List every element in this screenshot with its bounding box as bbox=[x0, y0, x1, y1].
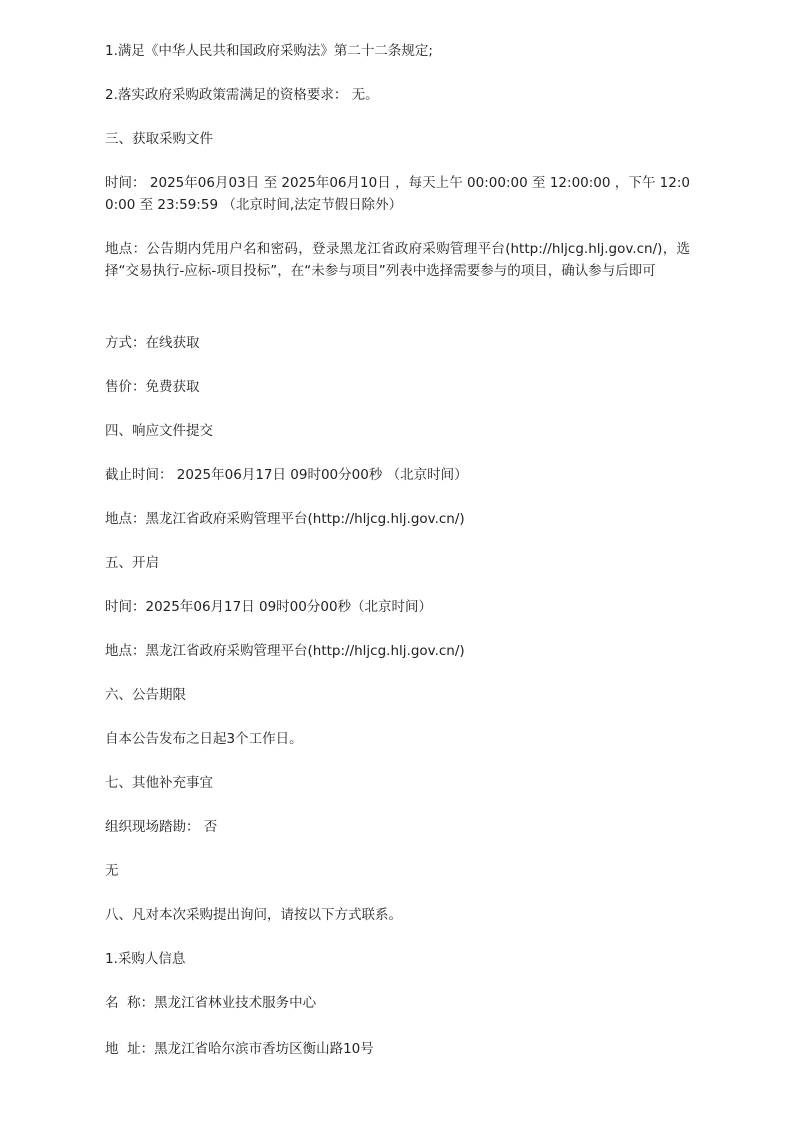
section-heading-obtain-documents: 三、获取采购文件 bbox=[105, 131, 213, 147]
section-heading-opening: 五、开启 bbox=[105, 555, 159, 571]
price-text: 售价：免费获取 bbox=[105, 379, 200, 395]
purchaser-address-text: 地 址：黑龙江省哈尔滨市香坊区衡山路10号 bbox=[105, 1041, 374, 1057]
deadline-text: 截止时间： 2025年06月17日 09时00分00秒 （北京时间） bbox=[105, 467, 468, 483]
qualification-item-1: 1.满足《中华人民共和国政府采购法》第二十二条规定; bbox=[105, 43, 433, 59]
section-heading-inquiry-contact: 八、凡对本次采购提出询问，请按以下方式联系。 bbox=[105, 907, 402, 923]
obtain-location-text: 地点：公告期内凭用户名和密码，登录黑龙江省政府采购管理平台(http://hljcg.hlj.gov.cn/)，选择“交易执行-应标-项目投标”，在“未参与项目”列表中选择需要参与的项目，确认参与后即可 bbox=[105, 241, 690, 279]
qualification-item-2: 2.落实政府采购政策需满足的资格要求： 无。 bbox=[105, 87, 379, 103]
section-heading-response-submission: 四、响应文件提交 bbox=[105, 423, 213, 439]
notice-period-text: 自本公告发布之日起3个工作日。 bbox=[105, 731, 303, 747]
submission-location-text: 地点：黑龙江省政府采购管理平台(http://hljcg.hlj.gov.cn/) bbox=[105, 511, 465, 527]
obtain-time-text: 时间： 2025年06月03日 至 2025年06月10日 ，每天上午 00:00:00 至 12:00:00 ，下午 12:00:00 至 23:59:59 （北京时间,法定节假日除外） bbox=[105, 175, 690, 213]
opening-time-text: 时间：2025年06月17日 09时00分00秒（北京时间） bbox=[105, 599, 433, 615]
other-matters-none-text: 无 bbox=[105, 863, 119, 879]
obtain-method-text: 方式：在线获取 bbox=[105, 335, 200, 351]
opening-location-text: 地点：黑龙江省政府采购管理平台(http://hljcg.hlj.gov.cn/) bbox=[105, 643, 465, 659]
purchaser-name-text: 名 称：黑龙江省林业技术服务中心 bbox=[105, 995, 317, 1011]
purchaser-info-heading: 1.采购人信息 bbox=[105, 951, 186, 967]
section-heading-other-matters: 七、其他补充事宜 bbox=[105, 775, 213, 791]
section-heading-notice-period: 六、公告期限 bbox=[105, 687, 186, 703]
site-inspection-text: 组织现场踏勘： 否 bbox=[105, 819, 218, 835]
